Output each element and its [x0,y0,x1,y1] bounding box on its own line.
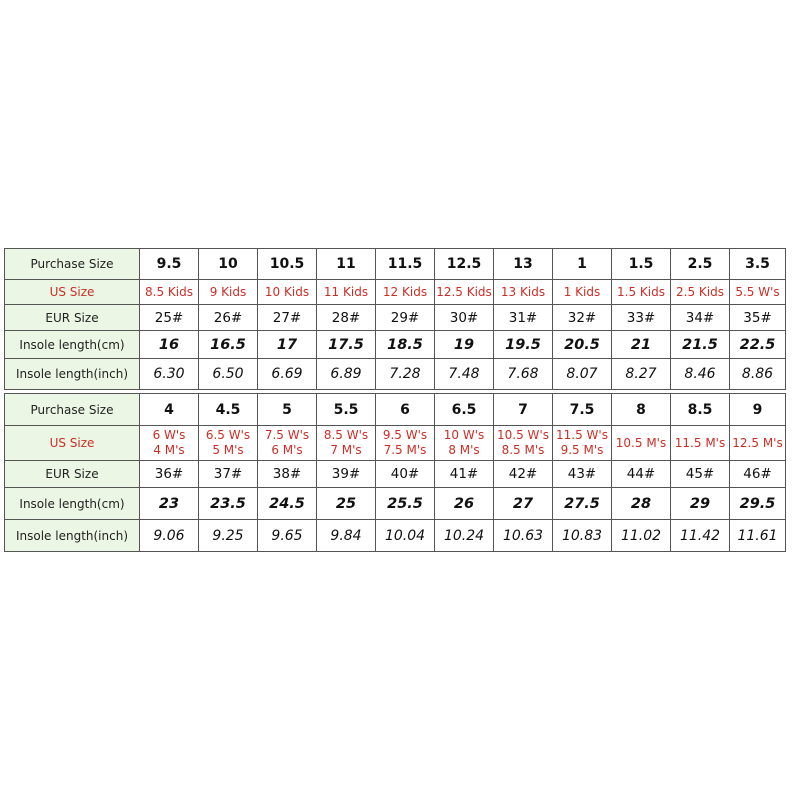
eur-size-cell: 43# [553,461,612,488]
insole-cm-cell: 28 [612,488,671,520]
purchase-size-cell: 7 [494,394,553,426]
us-size-line: 10 W's [443,428,485,442]
purchase-size-cell: 11 [317,249,376,280]
row-label-insole-cm: Insole length(cm) [5,488,140,520]
us-size-cell [612,426,671,461]
eur-size-cell: 30# [435,305,494,331]
us-size-cell [317,280,376,305]
purchase-size-cell: 4 [140,394,199,426]
us-size-line: 5.5 W's [735,284,780,299]
us-size-cell [199,426,258,461]
purchase-size-cell: 6.5 [435,394,494,426]
purchase-size-cell: 3.5 [730,249,786,280]
us-size-line: 8.5 W's [323,428,369,442]
us-size-cell [671,426,730,461]
purchase-size-cell: 12.5 [435,249,494,280]
insole-inch-cell: 11.61 [730,520,786,552]
row-label-us-size: US Size [5,280,140,305]
row-label-us-size: US Size [5,426,140,461]
us-size-line: 1 Kids [563,284,601,299]
purchase-size-cell: 13 [494,249,553,280]
insole-inch-row [5,359,786,390]
insole-inch-cell: 9.65 [258,520,317,552]
purchase-size-cell: 9.5 [140,249,199,280]
insole-cm-cell: 18.5 [376,331,435,359]
insole-inch-cell: 11.42 [671,520,730,552]
us-size-line: 7 M's [330,443,362,457]
purchase-size-cell: 8.5 [671,394,730,426]
us-size-line: 1.5 Kids [617,284,665,299]
insole-cm-cell: 26 [435,488,494,520]
us-size-line: 13 Kids [500,284,546,299]
us-size-line: 10.5 M's [615,435,667,450]
us-size-cell [199,280,258,305]
eur-size-cell: 39# [317,461,376,488]
us-size-line: 6.5 W's [205,428,251,442]
purchase-size-cell: 5.5 [317,394,376,426]
insole-inch-cell: 7.28 [376,359,435,390]
eur-size-cell: 40# [376,461,435,488]
eur-size-cell: 42# [494,461,553,488]
eur-size-row [5,461,786,488]
purchase-size-cell: 4.5 [199,394,258,426]
us-size-cell [140,426,199,461]
eur-size-cell: 31# [494,305,553,331]
us-size-cell [553,280,612,305]
purchase-size-row [5,394,786,426]
insole-cm-cell: 29 [671,488,730,520]
insole-inch-cell: 6.69 [258,359,317,390]
insole-inch-cell: 8.07 [553,359,612,390]
us-size-cell [317,426,376,461]
us-size-cell [494,426,553,461]
purchase-size-cell: 10 [199,249,258,280]
insole-inch-cell: 9.06 [140,520,199,552]
us-size-cell [553,426,612,461]
insole-cm-cell: 23.5 [199,488,258,520]
us-size-line: 12 Kids [382,284,428,299]
insole-cm-cell: 16.5 [199,331,258,359]
insole-inch-cell: 9.84 [317,520,376,552]
insole-cm-row [5,488,786,520]
insole-cm-cell: 20.5 [553,331,612,359]
insole-inch-cell: 8.46 [671,359,730,390]
size-chart-table-bottom [4,393,786,552]
eur-size-cell: 35# [730,305,786,331]
insole-inch-cell: 8.86 [730,359,786,390]
us-size-cell [376,426,435,461]
eur-size-row [5,305,786,331]
insole-cm-cell: 16 [140,331,199,359]
purchase-size-cell: 6 [376,394,435,426]
us-size-line: 11.5 W's [556,428,608,442]
eur-size-cell: 37# [199,461,258,488]
insole-inch-cell: 8.27 [612,359,671,390]
eur-size-cell: 41# [435,461,494,488]
purchase-size-cell: 8 [612,394,671,426]
insole-inch-cell: 10.04 [376,520,435,552]
eur-size-cell: 38# [258,461,317,488]
us-size-line: 11.5 M's [674,435,726,450]
us-size-line: 8 M's [448,443,480,457]
row-label-eur-size: EUR Size [5,305,140,331]
insole-cm-cell: 25.5 [376,488,435,520]
us-size-line: 4 M's [153,443,185,457]
insole-cm-cell: 24.5 [258,488,317,520]
us-size-row [5,426,786,461]
insole-cm-cell: 17.5 [317,331,376,359]
us-size-cell [258,280,317,305]
purchase-size-cell: 5 [258,394,317,426]
us-size-row [5,280,786,305]
us-size-line: 9 Kids [209,284,247,299]
insole-cm-cell: 27.5 [553,488,612,520]
purchase-size-cell: 7.5 [553,394,612,426]
insole-inch-cell: 10.63 [494,520,553,552]
us-size-line: 11 Kids [323,284,369,299]
row-label-purchase-size: Purchase Size [5,249,140,280]
insole-cm-cell: 21.5 [671,331,730,359]
eur-size-cell: 27# [258,305,317,331]
us-size-line: 10.5 W's [497,428,549,442]
insole-cm-cell: 23 [140,488,199,520]
insole-inch-cell: 6.30 [140,359,199,390]
insole-inch-cell: 7.68 [494,359,553,390]
insole-cm-cell: 25 [317,488,376,520]
eur-size-cell: 34# [671,305,730,331]
us-size-line: 8.5 M's [501,443,545,457]
eur-size-cell: 33# [612,305,671,331]
us-size-cell [730,426,786,461]
us-size-cell [612,280,671,305]
us-size-cell [435,426,494,461]
row-label-eur-size: EUR Size [5,461,140,488]
us-size-cell [494,280,553,305]
us-size-line: 8.5 Kids [145,284,193,299]
eur-size-cell: 44# [612,461,671,488]
eur-size-cell: 46# [730,461,786,488]
insole-inch-cell: 10.24 [435,520,494,552]
us-size-cell [376,280,435,305]
purchase-size-cell: 1.5 [612,249,671,280]
purchase-size-cell: 9 [730,394,786,426]
purchase-size-cell: 2.5 [671,249,730,280]
purchase-size-cell: 11.5 [376,249,435,280]
us-size-line: 9.5 M's [560,443,604,457]
eur-size-cell: 26# [199,305,258,331]
insole-cm-cell: 27 [494,488,553,520]
purchase-size-cell: 10.5 [258,249,317,280]
insole-cm-cell: 21 [612,331,671,359]
us-size-line: 5 M's [212,443,244,457]
eur-size-cell: 29# [376,305,435,331]
us-size-line: 9.5 W's [382,428,428,442]
insole-inch-cell: 10.83 [553,520,612,552]
insole-inch-cell: 6.50 [199,359,258,390]
eur-size-cell: 32# [553,305,612,331]
us-size-line: 12.5 M's [732,435,783,450]
us-size-line: 7.5 W's [264,428,310,442]
eur-size-cell: 25# [140,305,199,331]
row-label-purchase-size: Purchase Size [5,394,140,426]
eur-size-cell: 45# [671,461,730,488]
insole-inch-cell: 6.89 [317,359,376,390]
eur-size-cell: 36# [140,461,199,488]
insole-inch-row [5,520,786,552]
us-size-cell [140,280,199,305]
eur-size-cell: 28# [317,305,376,331]
insole-cm-cell: 29.5 [730,488,786,520]
purchase-size-row [5,249,786,280]
us-size-line: 7.5 M's [383,443,427,457]
purchase-size-cell: 1 [553,249,612,280]
us-size-line: 2.5 Kids [676,284,724,299]
us-size-line: 6 M's [271,443,303,457]
size-chart-table-top [4,248,786,390]
us-size-cell [258,426,317,461]
row-label-insole-inch: Insole length(inch) [5,359,140,390]
us-size-line: 6 W's [152,428,186,442]
us-size-cell [730,280,786,305]
us-size-cell [435,280,494,305]
insole-cm-cell: 22.5 [730,331,786,359]
us-size-line: 12.5 Kids [436,284,492,299]
us-size-cell [671,280,730,305]
insole-cm-cell: 17 [258,331,317,359]
insole-cm-cell: 19.5 [494,331,553,359]
row-label-insole-cm: Insole length(cm) [5,331,140,359]
insole-inch-cell: 9.25 [199,520,258,552]
row-label-insole-inch: Insole length(inch) [5,520,140,552]
insole-inch-cell: 7.48 [435,359,494,390]
insole-cm-row [5,331,786,359]
insole-inch-cell: 11.02 [612,520,671,552]
us-size-line: 10 Kids [264,284,310,299]
insole-cm-cell: 19 [435,331,494,359]
